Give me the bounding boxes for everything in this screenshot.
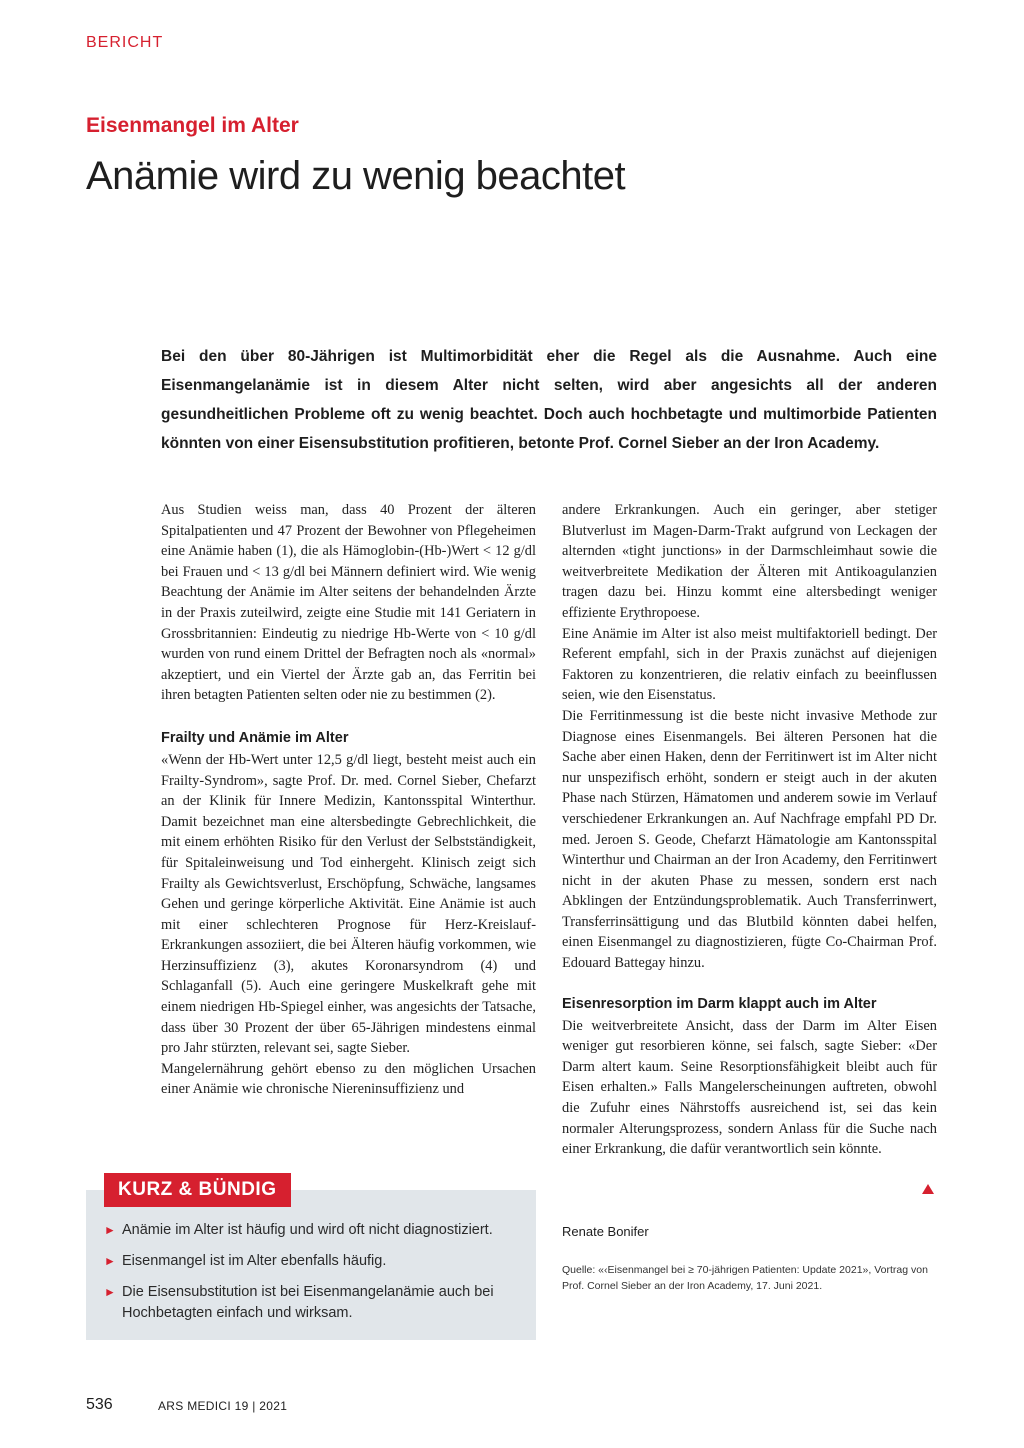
summary-item-text: Eisenmangel ist im Alter ebenfalls häufig. bbox=[122, 1253, 387, 1269]
summary-item bbox=[104, 1251, 524, 1272]
subheading-frailty: Frailty und Anämie im Alter bbox=[161, 729, 349, 746]
body-paragraph: Aus Studien weiss man, dass 40 Prozent der älteren Spitalpatienten und 47 Prozent der Bewohner von Pflegeheimen eine Anämie haben (1), die als Hämoglobin-(Hb-)Wert < 12 g/dl bei Frauen und < 13 g/dl bei Männern definiert wird. Wie wenig Beachtung der Anämie im Alter seitens der behandelnden Ärzte in der Praxis zuteilwird, zeigte eine Studie mit 141 Geriatern in Grossbritannien: Eindeutig zu niedrige Hb-Werte von < 10 g/dl wurden von rund einem Drittel der Befragten noch als «normal» akzeptiert, und ein Viertel der Ärzte gab an, das Ferritin bei ihren betagten Patienten selten oder nie zu bestimmen (2). bbox=[161, 502, 536, 704]
triangle-right-icon: ► bbox=[104, 1285, 116, 1299]
summary-list bbox=[104, 1220, 524, 1334]
article-headline: Anämie wird zu wenig beachtet bbox=[86, 154, 626, 198]
left-column bbox=[161, 500, 536, 1100]
body-paragraph: Die weitverbreitete Ansicht, dass der Darm im Alter Eisen weniger gut resorbieren könne, sei falsch, sagte Sieber: «Der Darm altert kaum. Seine Resorptionsfähigkeit bleibt auch für Eisen erhalten.» Falls Mangelerscheinungen auftreten, obwohl die Zufuhr eines Nährstoffs ausreichend ist, sei das kein normaler Alterungsprozess, sondern Anlass für die Suche nach einer Erkrankung, die dafür verantwortlich sein könnte. bbox=[562, 1017, 937, 1158]
triangle-right-icon: ► bbox=[104, 1254, 116, 1268]
body-paragraph: «Wenn der Hb-Wert unter 12,5 g/dl liegt, besteht meist auch ein Frailty-Syndrom», sagte Prof. Dr. med. Cornel Sieber, Chefarzt an der Klinik für Innere Medizin, Kantonsspital Winterthur. Damit bezeichnet man eine altersbedingte Gebrechlichkeit, die mit einem erhöhten Risiko für den Verlust der Selbstständigkeit, für Spitaleinweisung und Tod einhergeht. Klinisch zeigt sich Frailty als Gewichtsverlust, Erschöpfung, Schwäche, langsames Gehen und geringe körperliche Aktivität. Eine Anämie ist auch mit einer schlechteren Prognose für Herz-Kreislauf-Erkrankungen assoziiert, die bei Älteren häufig vorkommen, wie Herzinsuffizienz (3), akutes Koronarsyndrom (4) und Schlaganfall (5). Auch eine geringere Muskelkraft gehe mit einem niedrigen Hb-Spiegel einher, was angesichts der Tatsache, dass über 30 Prozent der über 65-Jährigen mindestens einmal pro Jahr stürzten, relevant sei, sagte Sieber. bbox=[161, 751, 536, 1057]
summary-item-text: Die Eisensubstitution ist bei Eisenmangelanämie auch bei Hochbetagten einfach und wirksam. bbox=[122, 1284, 494, 1321]
summary-item-text: Anämie im Alter ist häufig und wird oft nicht diagnostiziert. bbox=[122, 1222, 493, 1238]
body-paragraph: Mangelernährung gehört ebenso zu den möglichen Ursachen einer Anämie wie chronische Niereninsuffizienz und bbox=[161, 1060, 536, 1098]
triangle-up-icon bbox=[922, 1184, 934, 1194]
source-note: Quelle: «‹Eisenmangel bei ≥ 70-jährigen Patienten: Update 2021», Vortrag von Prof. Cornel Sieber an der Iron Academy, 17. Juni 2021. bbox=[562, 1264, 928, 1292]
journal-issue: ARS MEDICI 19 | 2021 bbox=[158, 1399, 288, 1413]
article-kicker: Eisenmangel im Alter bbox=[86, 114, 299, 137]
author-name: Renate Bonifer bbox=[562, 1224, 649, 1239]
page-number: 536 bbox=[86, 1396, 113, 1413]
summary-item bbox=[104, 1282, 524, 1324]
body-paragraph: Eine Anämie im Alter ist also meist multifaktoriell bedingt. Der Referent empfahl, sich in der Praxis zunächst auf diejenigen Faktoren zu konzentrieren, die relativ einfach zu beeinflussen seien, wie den Eisenstatus. bbox=[562, 625, 937, 704]
section-label: BERICHT bbox=[86, 34, 164, 51]
body-paragraph: andere Erkrankungen. Auch ein geringer, aber stetiger Blutverlust im Magen-Darm-Trakt aufgrund von Leckagen der alternden «tight junctions» in der Darmschleimhaut sowie die weitverbreitete Medikation der Älteren mit Antikoagulanzien tragen dazu bei. Hinzu kommt eine altersbedingt weniger effiziente Erythropoese. bbox=[562, 502, 937, 621]
right-column bbox=[562, 500, 937, 1160]
subheading-resorption: Eisenresorption im Darm klappt auch im Alter bbox=[562, 995, 877, 1012]
article-lead: Bei den über 80-Jährigen ist Multimorbidität eher die Regel als die Ausnahme. Auch eine Eisenmangelanämie ist in diesem Alter nicht selten, wird aber angesichts all der anderen gesundheitlichen Probleme oft zu wenig beachtet. Doch auch hochbetagte und multimorbide Patienten könnten von einer Eisensubstitution profitieren, betonte Prof. Cornel Sieber an der Iron Academy. bbox=[161, 348, 937, 452]
triangle-right-icon: ► bbox=[104, 1223, 116, 1237]
body-paragraph: Die Ferritinmessung ist die beste nicht invasive Methode zur Diagnose eines Eisenmangels. Bei älteren Personen hat die Sache aber einen Haken, denn der Ferritinwert ist im Alter nicht nur unspezifisch erhöht, sondern er steigt auch in der akuten Phase nach Stürzen, Hämatomen und anderem sowie im Verlauf verschiedener Erkrankungen an. Auf Nachfrage empfahl PD Dr. med. Jeroen S. Geode, Chefarzt Hämatologie am Kantonsspital Winterthur und Chairman an der Iron Academy, den Ferritinwert nicht in der akuten Phase zu messen, sondern erst nach Abklingen der Entzündungsproblematik. Auch Transferrinwert, Transferrinsättigung und das Blutbild könnten dabei helfen, einen Eisenmangel zu diagnostizieren, fügte Co-Chairman Prof. Edouard Battegay hinzu. bbox=[562, 707, 937, 972]
summary-heading: KURZ & BÜNDIG bbox=[104, 1173, 291, 1207]
summary-item bbox=[104, 1220, 524, 1241]
